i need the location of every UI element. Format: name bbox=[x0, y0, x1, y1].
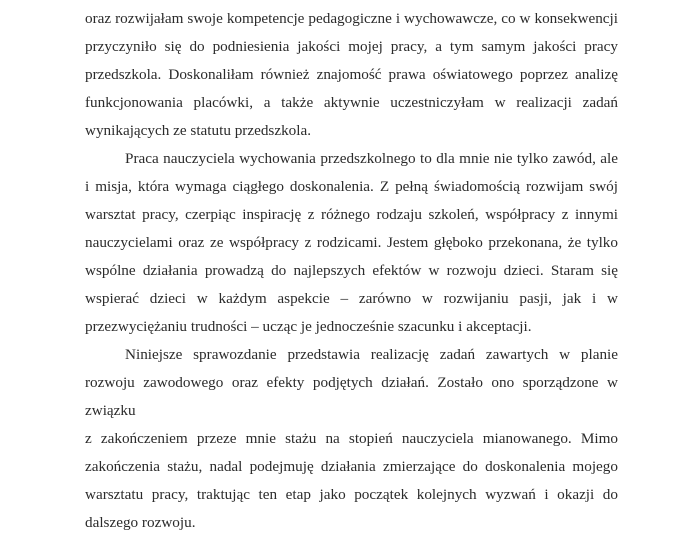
paragraph-summary-segment-b: z zakończeniem przeze mnie stażu na stopień nauczyciela mianowanego. Mimo zakończenia stażu, nadal podejmuję działania zmierzające do doskonalenia mojego warsztatu pracy, traktując ten etap jako początek kolejnych wyzwań i okazji do dalszego rozwoju. bbox=[85, 430, 618, 531]
paragraph-mission: Praca nauczyciela wychowania przedszkolnego to dla mnie nie tylko zawód, ale i misja, która wymaga ciągłego doskonalenia. Z pełną świadomością rozwijam swój warsztat pracy, czerpiąc inspirację z różnego rodzaju szkoleń, współpracy z innymi nauczycielami oraz ze współpracy z rodzicami. Jestem głęboko przekonana, że tylko wspólne działania prowadzą do najlepszych efektów w rozwoju dzieci. Staram się wspierać dzieci w każdym aspekcie – zarówno w rozwijaniu pasji, jak i w przezwyciężaniu trudności – ucząc je jednocześnie szacunku i akceptacji. bbox=[85, 150, 618, 335]
document-body bbox=[85, 5, 618, 537]
paragraph-summary bbox=[85, 341, 618, 537]
paragraph-continuation: oraz rozwijałam swoje kompetencje pedagogiczne i wychowawcze, co w konsekwencji przyczyniło się do podniesienia jakości mojej pracy, a tym samym jakości pracy przedszkola. Doskonaliłam również znajomość prawa oświatowego poprzez analizę funkcjonowania placówki, a także aktywnie uczestniczyłam w realizacji zadań wynikających ze statutu przedszkola. bbox=[85, 10, 618, 139]
paragraph-summary-segment-a: Niniejsze sprawozdanie przedstawia realizację zadań zawartych w planie rozwoju zawodowego oraz efekty podjętych działań. Zostało ono sporządzone w związku bbox=[85, 346, 618, 419]
